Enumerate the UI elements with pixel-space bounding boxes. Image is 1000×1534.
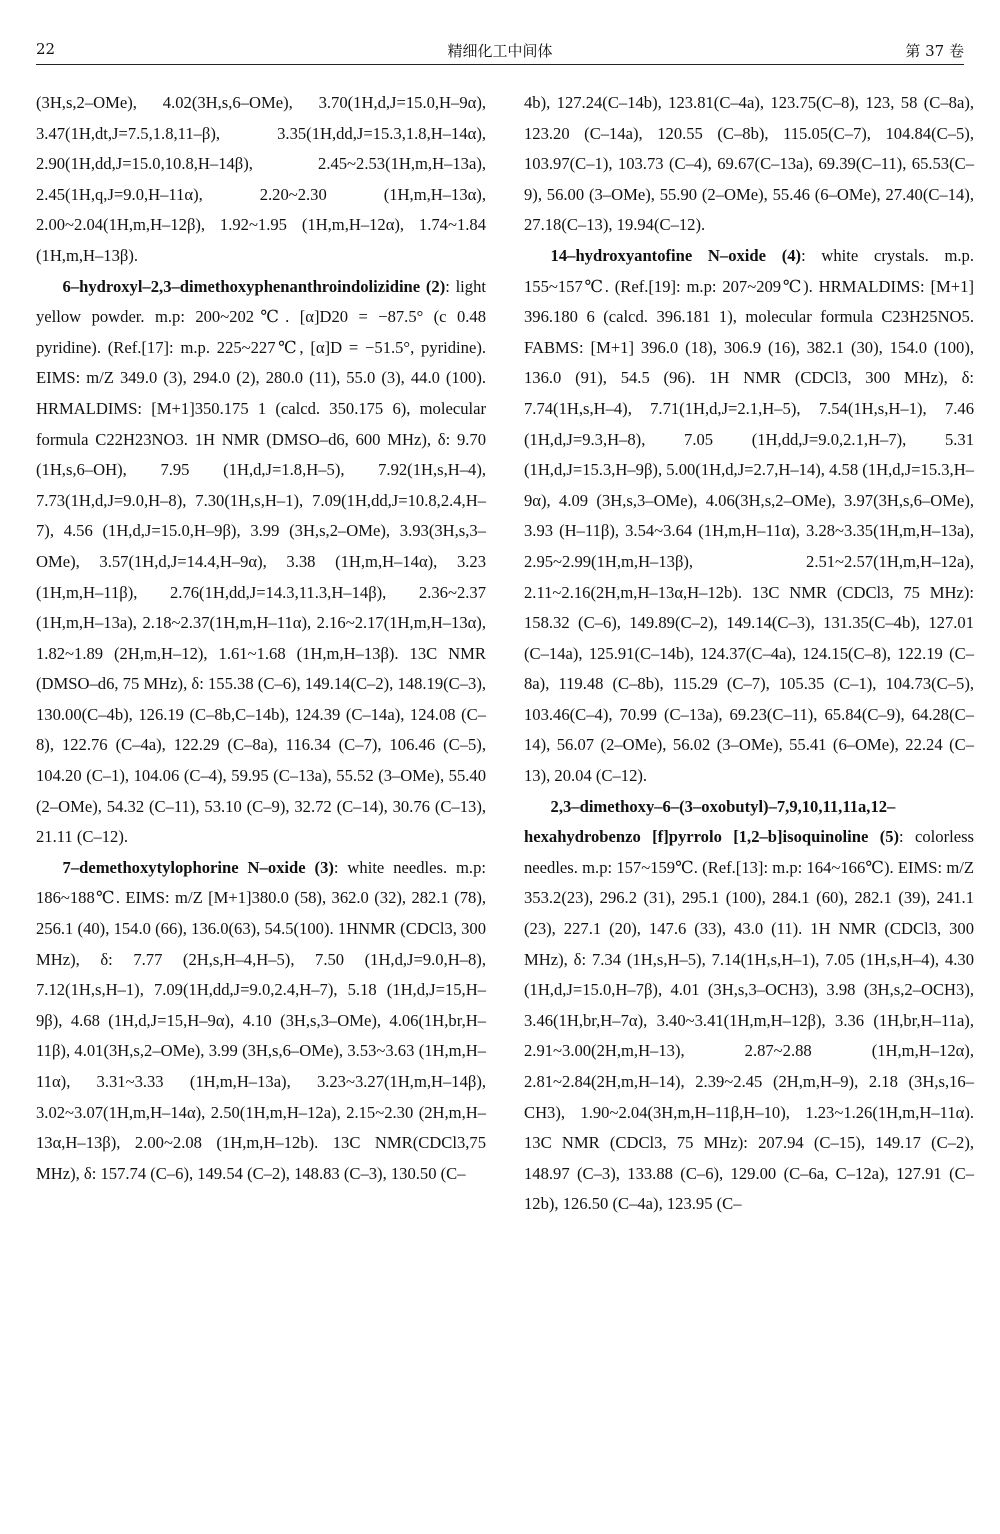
compound-3-data: : white needles. m.p: 186~188℃. EIMS: m/Z [M+1]380.0 (58), 362.0 (32), 282.1 (78), 256.1 (40), 154.0 (66), 136.0(63), 54.5(100). 1HNMR (CDCl3, 300 MHz), δ: 7.77 (2H,s,H–4,H–5), 7.50 (1H,d,J=9.0,H–8), 7.12(1H,s,H–1), 7.09(1H,dd,J=9.0,2.4,H–7), 5.18 (1H,d,J=15,H–9β), 4.68 (1H,d,J=15,H–9α), 4.10 (3H,s,3–OMe), 4.06(1H,br,H–11β), 4.01(3H,s,2–OMe), 3.99 (3H,s,6–OMe), 3.53~3.63 (1H,m,H–11α), 3.31~3.33 (1H,m,H–13a), 3.23~3.27(1H,m,H–14β), 3.02~3.07(1H,m,H–14α), 2.50(1H,m,H–12a), 2.15~2.30 (2H,m,H–13α,H–13β), 2.00~2.08 (1H,m,H–12b). 13C NMR(CDCl3,75 MHz), δ: 157.74 (C–6), 149.54 (C–2), 148.83 (C–3), 130.50 (C– xyxy=(36,857,486,1183)
compound-2-name: 6–hydroxyl–2,3–dimethoxyphenanthroindolizidine xyxy=(62,276,421,296)
volume-label: 第 37 卷 xyxy=(905,42,964,60)
compound-3-entry xyxy=(36,853,486,1190)
compound-2-data: : light yellow powder. m.p: 200~202℃. [α]D20 = −87.5° (c 0.48 pyridine). (Ref.[17]: m.p. 225~227℃, [α]D = −51.5°, pyridine). EIMS: m/Z 349.0 (3), 294.0 (2), 280.0 (11), 55.0 (3), 44.0 (100). HRMALDIMS: [M+1]350.175 1 (calcd. 350.175 6), molecular formula C22H23NO3. 1H NMR (DMSO–d6, 600 MHz), δ: 9.70 (1H,s,6–OH), 7.95 (1H,d,J=1.8,H–5), 7.92(1H,s,H–4), 7.73(1H,d,J=9.0,H–8), 7.30(1H,s,H–1), 7.09(1H,dd,J=10.8,2.4,H–7), 4.56 (1H,d,J=15.0,H–9β), 3.99 (3H,s,2–OMe), 3.93(3H,s,3–OMe), 3.57(1H,d,J=14.4,H–9α), 3.38 (1H,m,H–14α), 3.23 (1H,m,H–11β), 2.76(1H,dd,J=14.3,11.3,H–14β), 2.36~2.37 (1H,m,H–13a), 2.18~2.37(1H,m,H–11α), 2.16~2.17(1H,m,H–13α), 1.82~1.89 (2H,m,H–12), 1.61~1.68 (1H,m,H–13β). 13C NMR (DMSO–d6, 75 MHz), δ: 155.38 (C–6), 149.14(C–2), 148.19(C–3), 130.00(C–4b), 126.19 (C–8b,C–14b), 124.39 (C–14a), 124.08 (C–8), 122.76 (C–4a), 122.29 (C–8a), 116.34 (C–7), 106.46 (C–5), 104.20 (C–1), 104.06 (C–4), 59.95 (C–13a), 55.52 (3–OMe), 55.40 (2–OMe), 54.32 (C–11), 53.10 (C–9), 32.72 (C–14), 30.76 (C–13), 21.11 (C–12). xyxy=(36,276,486,847)
compound-2-label: (2) xyxy=(425,276,446,296)
compound-4-data: : white crystals. m.p. 155~157℃. (Ref.[19]: m.p: 207~209℃). HRMALDIMS: [M+1] 396.180 6 (calcd. 396.181 1), molecular formula C23H25NO5. FABMS: [M+1] 396.0 (18), 306.9 (16), 382.1 (30), 154.0 (100), 136.0 (91), 54.5 (96). 1H NMR (CDCl3, 300 MHz), δ: 7.74(1H,s,H–4), 7.71(1H,d,J=2.1,H–5), 7.54(1H,s,H–1), 7.46 (1H,d,J=9.3,H–8), 7.05 (1H,dd,J=9.0,2.1,H–7), 5.31 (1H,d,J=15.3,H–9β), 5.00(1H,d,J=2.7,H–14), 4.58 (1H,d,J=15.3,H–9α), 4.09 (3H,s,3–OMe), 4.06(3H,s,2–OMe), 3.97(3H,s,6–OMe), 3.93 (H–11β), 3.54~3.64 (1H,m,H–11α), 3.28~3.35(1H,m,H–13a), 2.95~2.99(1H,m,H–13β), 2.51~2.57(1H,m,H–12a), 2.11~2.16(2H,m,H–13α,H–12b). 13C NMR (CDCl3, 75 MHz): 158.32 (C–6), 149.89(C–2), 149.14(C–3), 131.35(C–4b), 127.01 (C–14a), 125.91(C–14b), 124.37(C–4a), 124.15(C–8), 122.19 (C–8a), 119.48 (C–8b), 115.29 (C–7), 105.35 (C–1), 104.73(C–5), 103.46(C–4), 70.99 (C–13a), 69.23(C–11), 65.84(C–9), 64.28(C–14), 56.07 (2–OMe), 56.02 (3–OMe), 55.41 (6–OMe), 22.24 (C–13), 20.04 (C–12). xyxy=(524,245,974,786)
compound-5-name: 2,3–dimethoxy–6–(3–oxobutyl)–7,9,10,11,11a,12–hexahydrobenzo [f]pyrrolo [1,2–b]isoquinoline xyxy=(524,796,896,847)
compound-3-label: (3) xyxy=(314,857,334,877)
compound-5-label: (5) xyxy=(879,827,900,847)
compound-4-label: (4) xyxy=(781,245,802,265)
header-rule xyxy=(36,64,964,65)
journal-title: 精细化工中间体 xyxy=(447,42,553,60)
compound-5-entry xyxy=(524,792,974,1220)
compound-3-name: 7–demethoxytylophorine N–oxide xyxy=(62,857,306,877)
page-number: 22 xyxy=(36,40,56,58)
compound-4-name: 14–hydroxyantofine N–oxide xyxy=(550,245,767,265)
right-column xyxy=(524,88,974,1220)
running-header xyxy=(36,32,964,62)
compound-1-continuation: (3H,s,2–OMe), 4.02(3H,s,6–OMe), 3.70(1H,d,J=15.0,H–9α), 3.47(1H,dt,J=7.5,1.8,11–β), 3.35(1H,dd,J=15.3,1.8,H–14α), 2.90(1H,dd,J=15.0,10.8,H–14β), 2.45~2.53(1H,m,H–13a), 2.45(1H,q,J=9.0,H–11α), 2.20~2.30 (1H,m,H–13α), 2.00~2.04(1H,m,H–12β), 1.92~1.95 (1H,m,H–12α), 1.74~1.84 (1H,m,H–13β). xyxy=(36,93,486,265)
left-column xyxy=(36,88,486,1189)
compound-3-continuation: 4b), 127.24(C–14b), 123.81(C–4a), 123.75(C–8), 123, 58 (C–8a), 123.20 (C–14a), 120.55 (C–8b), 115.05(C–7), 104.84(C–5), 103.97(C–1), 103.73 (C–4), 69.67(C–13a), 69.39(C–11), 65.53(C–9), 56.00 (3–OMe), 55.90 (2–OMe), 55.46 (6–OMe), 27.40(C–14), 27.18(C–13), 19.94(C–12). xyxy=(524,93,974,235)
compound-4-entry xyxy=(524,241,974,792)
compound-5-data: : colorless needles. m.p: 157~159℃. (Ref.[13]: m.p: 164~166℃). EIMS: m/Z 353.2(23), 296.2 (31), 295.1 (100), 284.1 (60), 282.1 (39), 241.1 (23), 227.1 (20), 147.6 (33), 43.0 (11). 1H NMR (CDCl3, 300 MHz), δ: 7.34 (1H,s,H–5), 7.14(1H,s,H–1), 7.05 (1H,s,H–4), 4.30 (1H,d,J=15.0,H–7β), 4.01 (3H,s,3–OCH3), 3.98 (3H,s,2–OCH3), 3.46(1H,br,H–7α), 3.40~3.41(1H,m,H–12β), 3.36 (1H,br,H–11a), 2.91~3.00(2H,m,H–13), 2.87~2.88 (1H,m,H–12α), 2.81~2.84(2H,m,H–14), 2.39~2.45 (2H,m,H–9), 2.18 (3H,s,16–CH3), 1.90~2.04(3H,m,H–11β,H–10), 1.23~1.26(1H,m,H–11α). 13C NMR (CDCl3, 75 MHz): 207.94 (C–15), 149.17 (C–2), 148.97 (C–3), 133.88 (C–6), 129.00 (C–6a, C–12a), 127.91 (C–12b), 126.50 (C–4a), 123.95 (C– xyxy=(524,827,974,1214)
compound-2-entry xyxy=(36,272,486,853)
